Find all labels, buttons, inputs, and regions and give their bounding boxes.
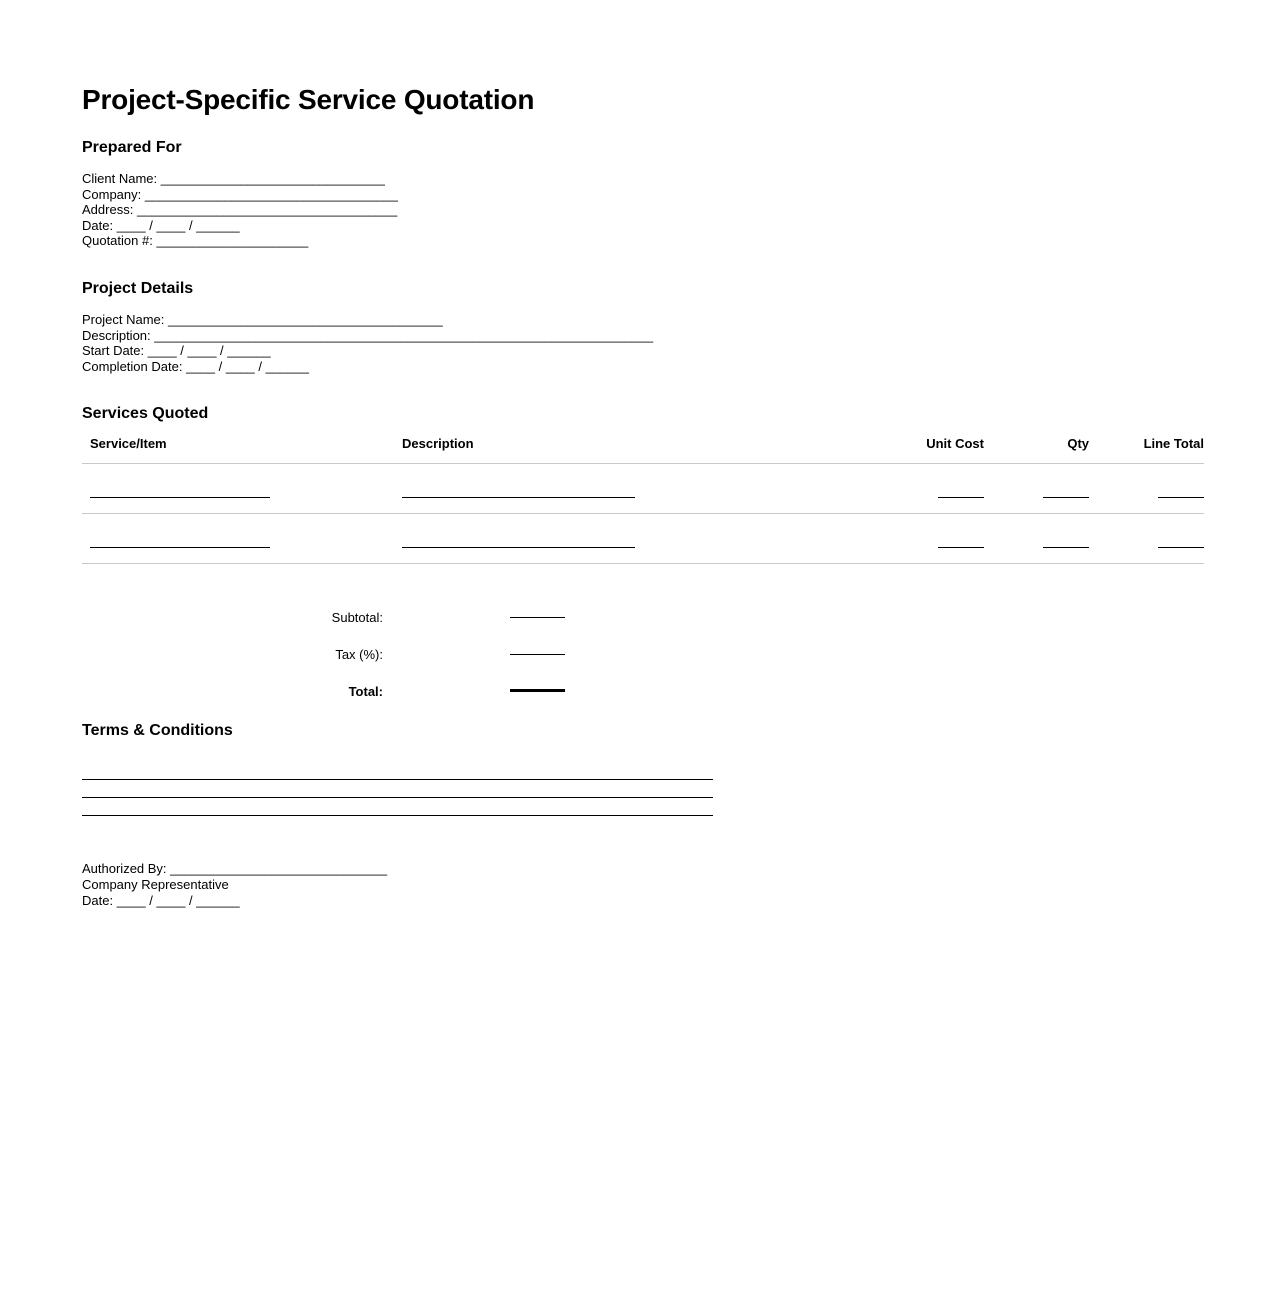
page-title: Project-Specific Service Quotation: [82, 84, 535, 115]
input-blank-unit-cost[interactable]: [938, 497, 984, 498]
column-header-service-item: Service/Item: [82, 436, 402, 464]
totals-row-total: [82, 684, 692, 721]
field-rule-date[interactable]: ____ / ____ / ______: [116, 217, 240, 233]
field-label-start-date: Start Date:: [82, 343, 145, 359]
field-rule-signature-date[interactable]: ____ / ____ / ______: [116, 892, 240, 908]
field-label-address: Address:: [82, 202, 134, 218]
input-blank-unit-cost[interactable]: [938, 547, 984, 548]
field-rule-description[interactable]: _____________________________________________________________________: [154, 327, 654, 343]
table-row: [82, 464, 1204, 514]
input-blank-total[interactable]: [510, 689, 565, 692]
cell-qty[interactable]: [984, 514, 1089, 564]
totals-row-tax: [82, 647, 692, 684]
spacer-after-project-details: [82, 374, 1196, 404]
cell-service-item[interactable]: [82, 464, 402, 514]
cell-unit-cost[interactable]: [857, 464, 984, 514]
terms-input-line[interactable]: [82, 780, 713, 798]
field-rule-start-date[interactable]: ____ / ____ / ______: [147, 343, 271, 359]
cell-line-total[interactable]: [1089, 514, 1204, 564]
field-label-description: Description:: [82, 327, 151, 343]
field-label-client-name: Client Name:: [82, 171, 158, 186]
services-table-header-row: [82, 436, 1204, 464]
field-authorized-by: [82, 861, 1196, 877]
field-signature-date: [82, 893, 1196, 909]
field-label-quotation-number: Quotation #:: [82, 233, 153, 249]
input-blank-service-item[interactable]: [90, 547, 270, 548]
signature-block: [82, 861, 1196, 908]
totals-row-subtotal: [82, 610, 692, 647]
field-rule-company[interactable]: ___________________________________: [144, 186, 398, 202]
cell-line-total[interactable]: [1089, 464, 1204, 514]
field-label-authorized-by: Authorized By:: [82, 861, 167, 877]
services-table-body: [82, 464, 1204, 564]
field-rule-completion-date[interactable]: ____ / ____ / ______: [186, 358, 309, 374]
column-header-qty: Qty: [984, 436, 1089, 464]
input-blank-description[interactable]: [402, 547, 635, 548]
totals-label-subtotal: Subtotal:: [331, 610, 383, 626]
cell-description[interactable]: [402, 514, 857, 564]
field-rule-quotation-number[interactable]: _____________________: [156, 233, 309, 249]
totals-value-total[interactable]: [383, 684, 692, 721]
field-label-project-name: Project Name:: [82, 311, 165, 327]
field-rule-project-name[interactable]: ______________________________________: [168, 311, 443, 327]
terms-input-line[interactable]: [82, 762, 713, 780]
field-description: [82, 328, 1196, 344]
section-heading-prepared-for: Prepared For: [82, 139, 182, 156]
input-blank-tax[interactable]: [510, 654, 565, 655]
cell-qty[interactable]: [984, 464, 1089, 514]
field-project-name: [82, 312, 1196, 328]
section-heading-project-details: Project Details: [82, 279, 194, 297]
field-start-date: [82, 343, 1196, 359]
cell-unit-cost[interactable]: [857, 514, 984, 564]
table-row: [82, 514, 1204, 564]
input-blank-qty[interactable]: [1043, 547, 1089, 548]
totals-label-tax: Tax (%):: [335, 647, 383, 663]
field-rule-address[interactable]: ____________________________________: [136, 202, 398, 218]
input-blank-line-total[interactable]: [1158, 547, 1204, 548]
signature-role: Company Representative: [82, 876, 229, 892]
services-table-head: [82, 436, 1204, 464]
field-company: [82, 187, 1196, 203]
services-table: [82, 436, 1204, 564]
field-quotation-number: [82, 233, 1196, 249]
field-date: [82, 218, 1196, 234]
field-label-completion-date: Completion Date:: [82, 358, 183, 374]
column-header-line-total: Line Total: [1089, 436, 1204, 464]
field-label-date: Date:: [82, 217, 114, 233]
field-label-signature-date: Date:: [82, 892, 114, 908]
totals-label-total: Total:: [348, 684, 383, 700]
input-blank-subtotal[interactable]: [510, 617, 565, 618]
cell-service-item[interactable]: [82, 514, 402, 564]
field-completion-date: [82, 359, 1196, 375]
field-label-company: Company:: [82, 186, 142, 202]
field-client-name: [82, 171, 1196, 187]
field-rule-client-name[interactable]: _______________________________: [160, 171, 385, 186]
input-blank-service-item[interactable]: [90, 497, 270, 498]
totals-value-subtotal[interactable]: [383, 610, 692, 647]
terms-input-line[interactable]: [82, 798, 713, 816]
totals-table: [82, 610, 692, 721]
field-address: [82, 202, 1196, 218]
input-blank-line-total[interactable]: [1158, 497, 1204, 498]
column-header-unit-cost: Unit Cost: [857, 436, 984, 464]
section-heading-terms-conditions: Terms & Conditions: [82, 722, 233, 740]
terms-lines: [82, 762, 1196, 816]
cell-description[interactable]: [402, 464, 857, 514]
totals-value-tax[interactable]: [383, 647, 692, 684]
section-heading-services-quoted: Services Quoted: [82, 405, 209, 423]
totals-table-body: [82, 610, 692, 721]
field-rule-authorized-by[interactable]: ______________________________: [170, 861, 388, 877]
input-blank-qty[interactable]: [1043, 497, 1089, 498]
project-details-fields: [82, 312, 1196, 374]
prepared-for-fields: [82, 171, 1196, 249]
column-header-description: Description: [402, 436, 857, 464]
input-blank-description[interactable]: [402, 497, 635, 498]
spacer-after-prepared-for: [82, 249, 1196, 279]
